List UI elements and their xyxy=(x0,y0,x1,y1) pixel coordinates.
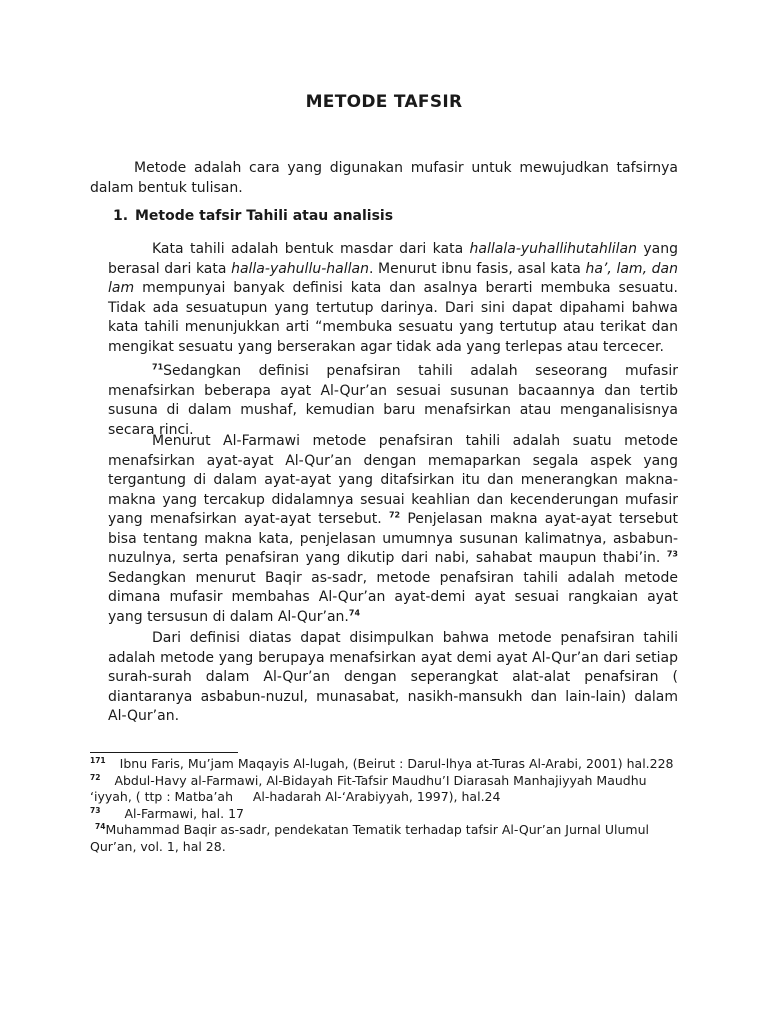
footnote-number: 73 xyxy=(90,805,101,815)
text-run: Kata tahili adalah bentuk masdar dari kata xyxy=(152,241,470,257)
paragraph-penafsiran-tahili xyxy=(108,362,678,440)
text-run: Menurut Al-Farmawi metode penafsiran tahili adalah suatu metode menafsirkan ayat-ayat Al-Qur’an dengan memaparkan segala aspek yang tergantung di dalam ayat-ayat yang ditafsirkan itu dan menerangkan makna-makna yang tercakup didalamnya sesuai keahlian dan kecenderungan mufasir yang menafsirkan ayat-ayat tersebut. xyxy=(108,433,678,527)
section-number: 1. xyxy=(113,208,129,224)
paragraph-al-farmawi xyxy=(108,432,678,627)
footnote-item xyxy=(90,822,680,855)
footnote-item xyxy=(90,756,680,773)
page-title: METODE TAFSIR xyxy=(305,92,463,112)
footnote-ref[interactable]: 74 xyxy=(348,607,361,617)
text-run: Penjelasan makna ayat-ayat tersebut bisa tentang makna kata, penjelasan umumnya susunan kalimatnya, asbabun-nuzulnya, serta penafsiran yang dikutip dari nabi, sahabat maupun thabi’in. xyxy=(108,511,678,566)
section-heading-text: Metode tafsir Tahili atau analisis xyxy=(135,208,394,224)
footnote-text: Abdul-Havy al-Farmawi, Al-Bidayah Fit-Tafsir Maudhu’I Diarasah Manhajiyyah Maudhu ‘iyyah, ( ttp : Matba’ah Al-hadarah Al-‘Arabiyyah, 1997), hal.24 xyxy=(90,772,651,804)
footnote-text: Muhammad Baqir as-sadr, pendekatan Tematik terhadap tafsir Al-Qur’an Jurnal Ulumul Qur’an, vol. 1, hal 28. xyxy=(90,822,649,854)
section-heading xyxy=(113,208,393,224)
text-run: . Menurut ibnu fasis, asal kata xyxy=(368,260,586,277)
text-run: Sedangkan menurut Baqir as-sadr, metode penafsiran tahili adalah metode dimana mufasir membahas Al-Qur’an ayat-demi ayat sesuai rangkaian ayat yang tersusun di dalam Al-Qur’an. xyxy=(108,569,678,625)
italic-term: halla-yahullu-hallan xyxy=(231,260,369,277)
footnote-number: 74 xyxy=(95,821,106,831)
footnote-ref[interactable]: 71 xyxy=(152,362,164,372)
footnote-text: Ibnu Faris, Mu’jam Maqayis Al-lugah, (Beirut : Darul-lhya at-Turas Al-Arabi, 2001) hal.228 xyxy=(119,756,674,771)
footnote-item xyxy=(90,806,680,823)
paragraph-tahili-definition xyxy=(108,240,678,357)
footnote-number: 72 xyxy=(90,772,101,782)
footnotes xyxy=(90,756,680,855)
text-run: Sedangkan definisi penafsiran tahili adalah seseorang mufasir menafsirkan beberapa ayat Al-Qur’an sesuai susunan bacaannya dan tertib susuna di dalam mushaf, kemudian baru menafsirkan atau menganalisisnya secara rinci. xyxy=(108,363,678,438)
footnote-ref[interactable]: 73 xyxy=(666,549,678,559)
text-run: yang berasal dari kata xyxy=(108,241,678,277)
italic-term: hallala-yuhallihutahlilan xyxy=(469,241,637,257)
paragraph-conclusion: Dari definisi diatas dapat disimpulkan bahwa metode penafsiran tahili adalah metode yang berupaya menafsirkan ayat demi ayat Al-Qur’an dari setiap surah-surah dalam Al-Qur’an dengan seperangkat alat-alat penafsiran ( diantaranya asbabun-nuzul, munasabat, nasikh-mansukh dan lain-lain) dalam Al-Qur’an. xyxy=(108,630,678,724)
footnote-separator xyxy=(90,752,238,753)
intro-paragraph: Metode adalah cara yang digunakan mufasir untuk mewujudkan tafsirnya dalam bentuk tulisan. xyxy=(90,160,678,196)
footnote-item xyxy=(90,773,680,806)
footnote-number: 171 xyxy=(90,755,106,765)
footnote-text: Al-Farmawi, hal. 17 xyxy=(124,805,244,821)
italic-term: ha’, lam, dan lam xyxy=(108,260,678,296)
footnote-ref[interactable]: 72 xyxy=(388,510,401,520)
text-run: mempunyai banyak definisi kata dan asalnya berarti membuka sesuatu. Tidak ada sesuatupun yang tertutup darinya. Dari sini dapat dipahami bahwa kata tahili menunjukkan arti “membuka sesuatu yang tertutup atau terikat dan mengikat sesuatu yang berserakan agar tidak ada yang terlepas atau tercecer. xyxy=(108,280,678,355)
